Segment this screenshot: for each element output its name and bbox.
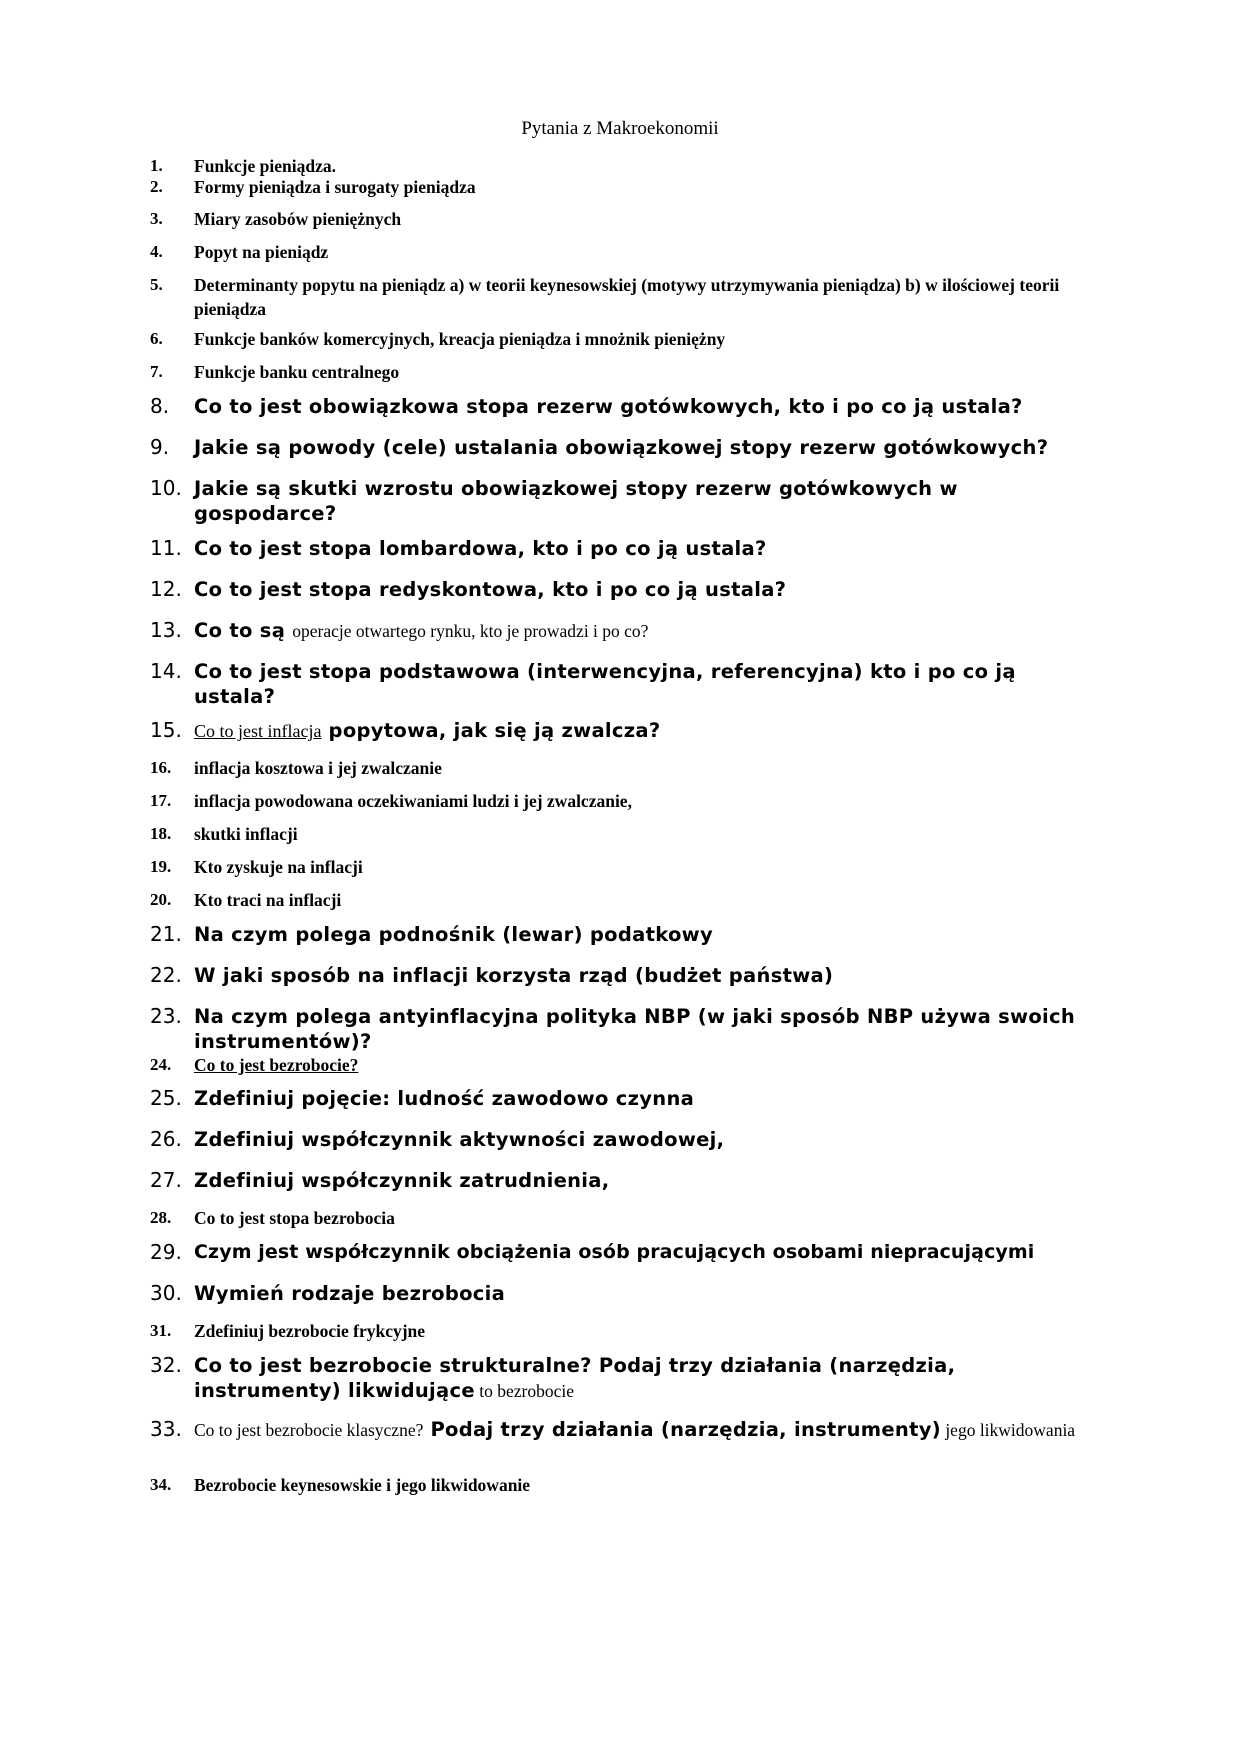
item-number: 6. — [150, 329, 163, 348]
list-item — [150, 1206, 1110, 1230]
list-item — [150, 175, 1110, 199]
item-text: Co to jest stopa lombardowa, kto i po co ją ustala? — [194, 537, 767, 560]
item-text: Zdefiniuj bezrobocie frykcyjne — [194, 1321, 426, 1341]
item-text-part: Co to jest bezrobocie klasyczne? — [194, 1420, 424, 1440]
list-item — [150, 577, 1110, 602]
item-text-part: popytowa, jak się ją zwalcza? — [321, 719, 661, 742]
item-number: 20. — [150, 890, 172, 909]
item-number: 4. — [150, 242, 163, 261]
item-text-part: operacje otwartego rynku, kto je prowadzi i po co? — [292, 621, 649, 641]
item-number: 24. — [150, 1055, 172, 1074]
list-item — [150, 963, 1110, 988]
list-item — [150, 1353, 1110, 1404]
list-item — [150, 1281, 1110, 1306]
item-number: 33. — [150, 1417, 182, 1441]
list-item — [150, 360, 1110, 384]
list-item — [150, 536, 1110, 561]
item-number: 16. — [150, 758, 172, 777]
item-text: Co to jest obowiązkowa stopa rezerw gotówkowych, kto i po co ją ustala? — [194, 395, 1023, 418]
list-item — [150, 922, 1110, 947]
item-text-part: to bezrobocie — [474, 1381, 574, 1401]
list-item — [150, 1004, 1110, 1054]
item-number: 28. — [150, 1208, 172, 1227]
item-number: 11. — [150, 536, 182, 560]
list-item — [150, 476, 1110, 526]
item-number: 32. — [150, 1353, 182, 1377]
item-text: Czym jest współczynnik obciążenia osób pracujących osobami niepracującymi — [194, 1241, 1035, 1263]
item-text: inflacja powodowana oczekiwaniami ludzi i jej zwalczanie, — [194, 791, 632, 811]
item-text: Kto zyskuje na inflacji — [194, 857, 363, 877]
item-text: Co to jest stopa redyskontowa, kto i po co ją ustala? — [194, 578, 787, 601]
item-text — [194, 1353, 1074, 1404]
item-text: Determinanty popytu na pieniądz a) w teorii keynesowskiej (motywy utrzymywania pieniądza) b) w ilościowej teorii pieniądza — [194, 275, 1060, 319]
item-text: Popyt na pieniądz — [194, 242, 329, 262]
item-text — [194, 1417, 1094, 1443]
item-number: 3. — [150, 209, 163, 228]
item-number: 34. — [150, 1475, 172, 1494]
item-text: Zdefiniuj pojęcie: ludność zawodowo czynna — [194, 1087, 695, 1110]
list-item — [150, 1127, 1110, 1152]
list-item — [150, 1240, 1110, 1265]
list-item — [150, 394, 1110, 419]
item-number: 30. — [150, 1281, 182, 1305]
item-number: 17. — [150, 791, 172, 810]
list-item — [150, 1417, 1110, 1443]
item-number: 10. — [150, 476, 182, 500]
item-text-link[interactable]: Co to jest bezrobocie? — [194, 1055, 359, 1075]
item-text — [194, 718, 1110, 744]
item-number: 26. — [150, 1127, 182, 1151]
item-text: skutki inflacji — [194, 824, 298, 844]
item-number: 8. — [150, 394, 170, 418]
item-number: 13. — [150, 618, 182, 642]
item-text: Miary zasobów pieniężnych — [194, 209, 402, 229]
list-item — [150, 1086, 1110, 1111]
item-text-part: Podaj trzy działania (narzędzia, instrumenty) — [423, 1418, 941, 1441]
item-text: Na czym polega podnośnik (lewar) podatkowy — [194, 923, 713, 946]
item-number: 12. — [150, 577, 182, 601]
item-number: 21. — [150, 922, 182, 946]
list-item — [150, 207, 1110, 231]
item-number: 9. — [150, 435, 170, 459]
item-text: Na czym polega antyinflacyjna polityka NBP (w jaki sposób NBP używa swoich instrumentów)? — [194, 1005, 1076, 1053]
item-number: 18. — [150, 824, 172, 843]
item-text: Kto traci na inflacji — [194, 890, 342, 910]
list-item — [150, 1168, 1110, 1193]
item-number: 1. — [150, 156, 163, 175]
item-number: 2. — [150, 177, 163, 196]
item-text: Wymień rodzaje bezrobocia — [194, 1282, 506, 1305]
list-item — [150, 1319, 1110, 1343]
item-number: 23. — [150, 1004, 182, 1028]
item-number: 5. — [150, 275, 163, 294]
item-text: Zdefiniuj współczynnik zatrudnienia, — [194, 1169, 610, 1192]
item-number: 27. — [150, 1168, 182, 1192]
document-title: Pytania z Makroekonomii — [521, 118, 719, 139]
list-item — [150, 1473, 1110, 1497]
item-text: Co to jest stopa podstawowa (interwencyjna, referencyjna) kto i po co ją ustala? — [194, 660, 1016, 708]
item-text-link[interactable]: Co to jest inflacja — [194, 721, 322, 741]
item-number: 22. — [150, 963, 182, 987]
list-item — [150, 718, 1110, 744]
list-item — [150, 273, 1110, 321]
item-number: 19. — [150, 857, 172, 876]
item-text: Funkcje banków komercyjnych, kreacja pieniądza i mnożnik pieniężny — [194, 329, 726, 349]
item-text: Zdefiniuj współczynnik aktywności zawodowej, — [194, 1128, 725, 1151]
item-text: Formy pieniądza i surogaty pieniądza — [194, 177, 476, 197]
list-item — [150, 1053, 1110, 1077]
item-text: W jaki sposób na inflacji korzysta rząd (budżet państwa) — [194, 964, 834, 987]
item-number: 25. — [150, 1086, 182, 1110]
item-text: Funkcje pieniądza. — [194, 156, 336, 176]
item-text-part: jego likwidowania — [940, 1420, 1076, 1440]
item-text — [194, 618, 1110, 644]
item-text: Jakie są skutki wzrostu obowiązkowej stopy rezerw gotówkowych w gospodarce? — [194, 477, 958, 525]
list-item — [150, 756, 1110, 780]
list-item — [150, 822, 1110, 846]
item-text: Bezrobocie keynesowskie i jego likwidowanie — [194, 1475, 531, 1495]
item-text-part: Co to jest bezrobocie strukturalne? Podaj trzy działania (narzędzia, instrumenty) likwidujące — [194, 1354, 956, 1402]
item-text: inflacja kosztowa i jej zwalczanie — [194, 758, 442, 778]
item-number: 31. — [150, 1321, 172, 1340]
item-text: Jakie są powody (cele) ustalania obowiązkowej stopy rezerw gotówkowych? — [194, 436, 1049, 459]
item-number: 29. — [150, 1240, 182, 1264]
item-number: 14. — [150, 659, 182, 683]
list-item — [150, 327, 1110, 351]
list-item — [150, 618, 1110, 644]
list-item — [150, 435, 1110, 460]
list-item — [150, 789, 1110, 813]
item-text: Funkcje banku centralnego — [194, 362, 400, 382]
list-item — [150, 888, 1110, 912]
list-item — [150, 855, 1110, 879]
item-number: 15. — [150, 718, 182, 742]
list-item — [150, 240, 1110, 264]
item-text-part: Co to są — [194, 619, 293, 642]
item-text: Co to jest stopa bezrobocia — [194, 1208, 395, 1228]
item-number: 7. — [150, 362, 163, 381]
list-item — [150, 659, 1110, 709]
